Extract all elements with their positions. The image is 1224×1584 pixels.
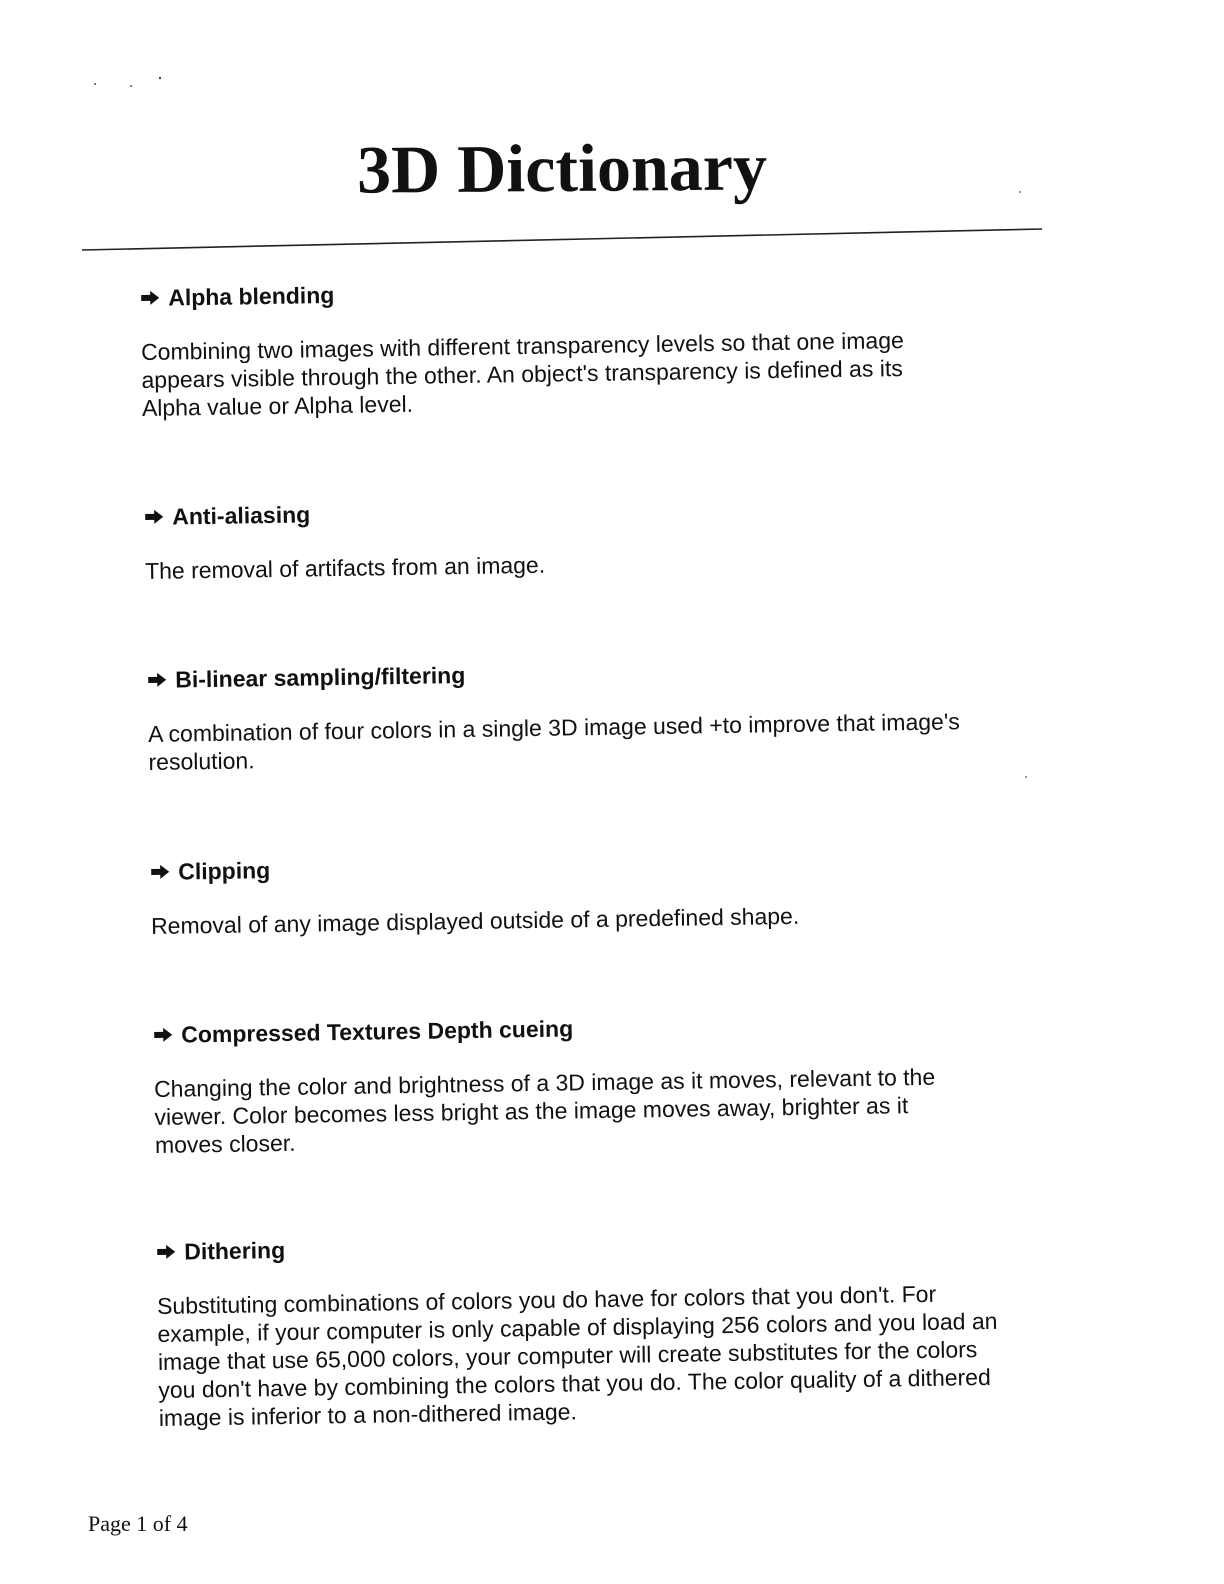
term-title: Dithering xyxy=(184,1236,286,1265)
term-definition: A combination of four colors in a single 3D image used +to improve that image's resolution. xyxy=(147,708,960,775)
arrow-right-icon xyxy=(147,672,167,688)
page-title: 3D Dictionary xyxy=(356,128,768,208)
arrow-right-icon xyxy=(144,509,164,525)
term-title: Bi-linear sampling/filtering xyxy=(175,662,466,693)
term-entry xyxy=(153,1008,975,1159)
term-entry xyxy=(144,490,945,585)
term-definition: The removal of artifacts from an image. xyxy=(144,551,546,584)
term-entry xyxy=(140,271,942,422)
arrow-right-icon xyxy=(156,1244,176,1260)
term-title: Alpha blending xyxy=(168,281,335,311)
term-entry xyxy=(147,653,999,776)
arrow-right-icon xyxy=(150,864,170,880)
term-definition: Combining two images with different transparency levels so that one image appears visible through the other. An object's transparency is defined as its Alpha value or Alpha level. xyxy=(140,327,904,421)
term-entry xyxy=(156,1225,1009,1432)
term-definition: Changing the color and brightness of a 3D image as it moves, relevant to the viewer. Color becomes less bright as the image moves away, brighter as it moves closer. xyxy=(153,1063,936,1158)
term-title: Anti-aliasing xyxy=(172,501,311,530)
term-definition: Removal of any image displayed outside of a predefined shape. xyxy=(150,902,800,939)
arrow-right-icon xyxy=(140,290,160,306)
term-definition: Substituting combinations of colors you do have for colors that you don't. For example, if your computer is only capable of displaying 256 colors and you load an image that use 65,000 colors, your computer will create substitutes for the colors you don't have by combining the colors that you do. The color quality of a dithered image is inferior to a non-dithered image. xyxy=(156,1280,998,1431)
term-title: Compressed Textures Depth cueing xyxy=(181,1015,574,1048)
term-title: Clipping xyxy=(178,857,271,885)
arrow-right-icon xyxy=(153,1027,173,1043)
term-entry xyxy=(150,845,951,940)
title-divider xyxy=(0,0,1224,300)
page-number: Page 1 of 4 xyxy=(88,1511,188,1536)
